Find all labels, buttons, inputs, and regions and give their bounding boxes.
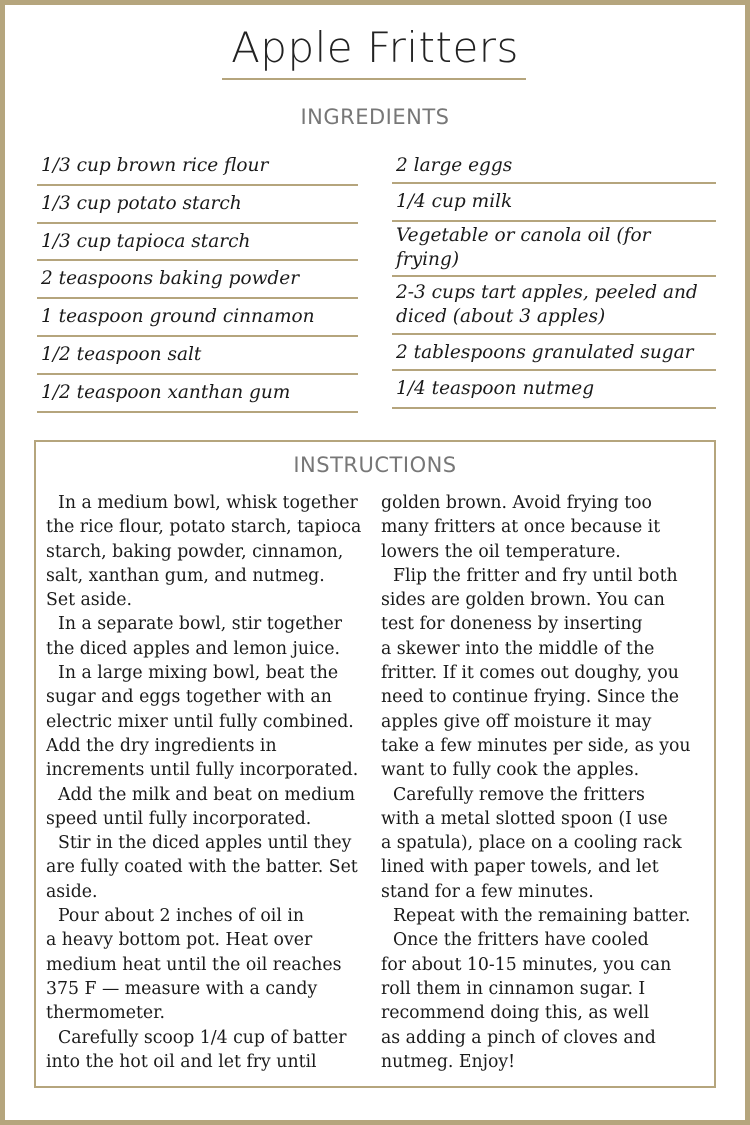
instruction-line: the rice flour, potato starch, tapioca xyxy=(46,517,362,538)
instruction-line: aside. xyxy=(46,881,98,902)
instruction-line: fritter. If it comes out doughy, you xyxy=(381,663,679,684)
instruction-line: recommend doing this, as well xyxy=(381,1003,650,1024)
instruction-line: In a separate bowl, stir together xyxy=(58,614,343,635)
ingredient-line: 2-3 cups tart apples, peeled and xyxy=(396,282,698,303)
instruction-line: Once the fritters have cooled xyxy=(393,930,649,951)
instruction-line: lined with paper towels, and let xyxy=(381,857,659,878)
instruction-line: Carefully scoop 1/4 cup of batter xyxy=(58,1027,347,1048)
instruction-line: Set aside. xyxy=(46,590,132,611)
instruction-line: test for doneness by inserting xyxy=(381,614,643,635)
ingredient-item: 1/3 cup tapioca starch xyxy=(37,224,358,262)
title-divider xyxy=(222,78,526,80)
instruction-line: speed until fully incorporated. xyxy=(46,808,312,829)
instruction-line: starch, baking powder, cinnamon, xyxy=(46,541,344,562)
instructions-heading: INSTRUCTIONS xyxy=(293,453,457,477)
ingredient-item: 1/2 teaspoon salt xyxy=(37,337,358,375)
instruction-line: for about 10-15 minutes, you can xyxy=(381,954,672,975)
page-title: Apple Fritters xyxy=(231,23,519,72)
instruction-line: Carefully remove the fritters xyxy=(393,784,645,805)
instruction-line: need to continue frying. Since the xyxy=(381,687,679,708)
ingredient-item xyxy=(392,184,716,222)
instructions-column-right xyxy=(381,491,707,1074)
instruction-line: want to fully cook the apples. xyxy=(381,760,640,781)
ingredients-heading: INGREDIENTS xyxy=(300,105,450,129)
instruction-line: with a metal slotted spoon (I use xyxy=(381,808,668,829)
ingredient-line: 1/4 teaspoon nutmeg xyxy=(396,378,595,399)
instruction-line: 375 F — measure with a candy xyxy=(46,978,318,999)
instruction-line: Add the dry ingredients in xyxy=(46,735,277,756)
instruction-line: nutmeg. Enjoy! xyxy=(381,1051,516,1072)
ingredient-item: 1/2 teaspoon xanthan gum xyxy=(37,375,358,413)
instruction-line: stand for a few minutes. xyxy=(381,881,594,902)
ingredient-item xyxy=(392,277,716,335)
instruction-line: lowers the oil temperature. xyxy=(381,541,621,562)
instruction-line: a heavy bottom pot. Heat over xyxy=(46,930,313,951)
instruction-line: In a medium bowl, whisk together xyxy=(58,493,358,513)
ingredient-item xyxy=(392,148,716,184)
instruction-line: Stir in the diced apples until they xyxy=(58,833,352,854)
instruction-line: many fritters at once because it xyxy=(381,517,661,538)
ingredient-item xyxy=(392,335,716,371)
ingredients-list-right xyxy=(392,148,716,409)
instruction-line: electric mixer until fully combined. xyxy=(46,711,354,732)
instruction-line: golden brown. Avoid frying too xyxy=(381,493,652,513)
ingredient-line: 2 tablespoons granulated sugar xyxy=(396,342,694,363)
ingredient-item: 2 teaspoons baking powder xyxy=(37,261,358,299)
ingredient-item: 1/3 cup brown rice flour xyxy=(37,148,358,186)
instruction-line: Add the milk and beat on medium xyxy=(58,784,356,805)
instruction-line: increments until fully incorporated. xyxy=(46,760,359,781)
instruction-line: thermometer. xyxy=(46,1003,165,1024)
ingredient-line: 2 large eggs xyxy=(396,155,513,176)
ingredient-line: frying) xyxy=(396,249,460,270)
instruction-line: salt, xanthan gum, and nutmeg. xyxy=(46,565,325,586)
instruction-line: a spatula), place on a cooling rack xyxy=(381,833,682,854)
instruction-line: into the hot oil and let fry until xyxy=(46,1051,317,1072)
instruction-line: Flip the fritter and fry until both xyxy=(393,565,678,586)
instruction-line: Pour about 2 inches of oil in xyxy=(58,906,304,927)
ingredient-item xyxy=(392,222,716,277)
ingredient-item: 1 teaspoon ground cinnamon xyxy=(37,299,358,337)
instruction-line: sugar and eggs together with an xyxy=(46,687,332,708)
ingredient-item xyxy=(392,371,716,409)
ingredients-list-left xyxy=(37,148,358,413)
ingredient-line: 1/4 cup milk xyxy=(396,191,513,212)
instruction-line: a skewer into the middle of the xyxy=(381,638,655,659)
instruction-line: take a few minutes per side, as you xyxy=(381,735,691,756)
instruction-line: roll them in cinnamon sugar. I xyxy=(381,978,646,999)
instruction-line: apples give off moisture it may xyxy=(381,711,652,732)
instructions-column-left xyxy=(46,491,372,1074)
instruction-line: the diced apples and lemon juice. xyxy=(46,638,340,659)
ingredient-item: 1/3 cup potato starch xyxy=(37,186,358,224)
instruction-line: medium heat until the oil reaches xyxy=(46,954,342,975)
instruction-line: In a large mixing bowl, beat the xyxy=(58,663,339,684)
instruction-line: sides are golden brown. You can xyxy=(381,590,665,611)
instruction-line: are fully coated with the batter. Set xyxy=(46,857,358,878)
instruction-line: Repeat with the remaining batter. xyxy=(393,906,691,927)
instruction-line: as adding a pinch of cloves and xyxy=(381,1027,656,1048)
ingredient-line: diced (about 3 apples) xyxy=(396,306,606,327)
ingredient-line: Vegetable or canola oil (for xyxy=(396,225,651,246)
